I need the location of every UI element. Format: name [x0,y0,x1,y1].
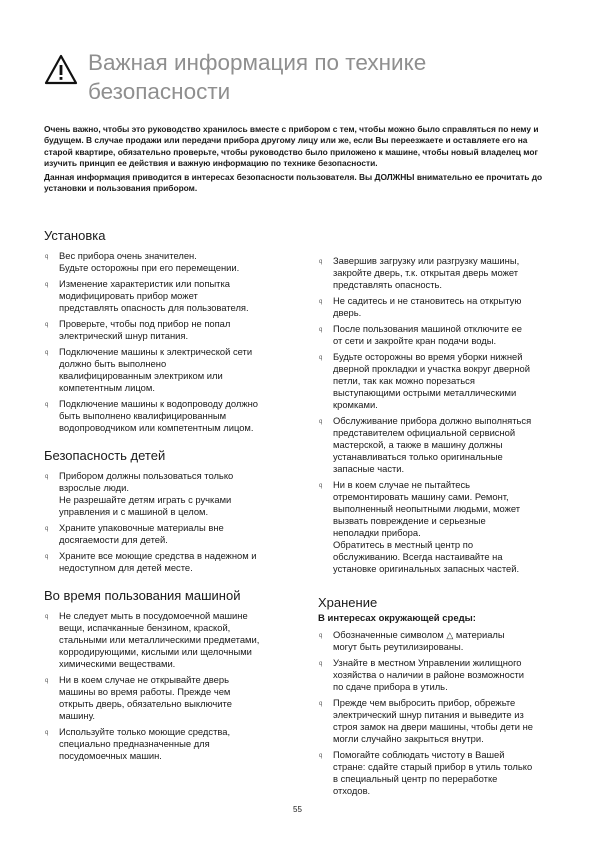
list-item-line: Обратитесь в местный центр по [333,539,474,550]
list-item-line: машины во время работы. Прежде чем [59,686,231,697]
usage-list [44,610,276,762]
list-item [44,398,276,434]
list-item [318,295,558,319]
list-item [44,726,276,762]
bullet-icon: q [319,327,323,333]
list-item-line: Храните упаковочные материалы вне [59,522,224,533]
list-item [44,610,276,670]
list-item [44,318,276,342]
warning-triangle-icon [44,54,78,86]
list-item-line: дверь. [333,307,362,318]
list-item [318,749,558,797]
title-line-1: Важная информация по технике [88,50,427,75]
list-item-line: компетентным лицом. [59,382,155,393]
usage-section [44,588,276,762]
list-item [318,255,558,291]
list-item-line: Подключение машины к водопроводу должно [59,398,259,409]
list-item-line: Проверьте, чтобы под прибор не попал [59,318,231,329]
list-item-line: Ни в коем случае не пытайтесь [333,479,471,490]
bullet-icon: q [319,259,323,265]
list-item-line: устанавливаться только оригинальные [333,451,503,462]
list-item-line: строя замок на двери машины, чтобы дети не [333,721,534,732]
left-column [44,228,276,776]
list-item-line: электрический шнур питания. [59,330,189,341]
list-item-line: открыть дверь, обязательно выключите [59,698,232,709]
list-item [318,697,558,745]
list-item-line: Изменение характеристик или попытка [59,278,230,289]
children-heading: Безопасность детей [44,448,166,463]
bullet-icon: q [319,753,323,759]
bullet-icon: q [319,483,323,489]
bullet-icon: q [319,633,323,639]
list-item-line: Завершив загрузку или разгрузку машины, [333,255,520,266]
list-item-line: запасные части. [333,463,405,474]
list-item-line: электрический шнур питания и выведите из [333,709,524,720]
list-item-line: Не разрешайте детям играть с ручками [59,494,232,505]
list-item-line: выступающими острыми металлическими [333,387,517,398]
bullet-icon: q [45,678,49,684]
list-item-line: кромками. [333,399,378,410]
intro-paragraph-1: Очень важно, чтобы это руководство хранилось вместе с прибором с тем, чтобы можно было справляться по нему и будущем. В случае продажи или передачи прибора другому лицу или же, если Вы переезжаете и оставляете его на старой квартире, обязательно проверьте, чтобы руководство было приложено к машине, чтобы новый владелец мог изучить принцип ее действия и важную информацию по технике безопасности. [44,124,539,169]
list-item-line: водопроводчиком или компетентным лицом. [59,422,254,433]
list-item [318,657,558,693]
list-item-line: представителем официальной сервисной [333,427,516,438]
list-item [44,522,276,546]
list-item-line: вызвать повреждение и серьезные [333,515,486,526]
list-item-line: управления и с машиной в целом. [59,506,209,517]
list-item-line: отходов. [333,785,371,796]
list-item [44,550,276,574]
list-item-line: Не садитесь и не становитесь на открытую [333,295,522,306]
list-item-line: стальными или металлическими предметами, [59,634,260,645]
list-item-line: должно быть выполнено [59,358,167,369]
storage-heading: Хранение [318,595,378,610]
list-item [318,351,558,411]
list-item [44,278,276,314]
list-item-line: стране: сдайте старый прибор в утиль только [333,761,533,772]
bullet-icon: q [45,526,49,532]
right-column [318,255,558,811]
list-item-line: Будьте осторожны при его перемещении. [59,262,240,273]
list-item-line: специально предназначенные для [59,738,210,749]
list-item-line: неполадки прибора. [333,527,421,538]
installation-list [44,250,276,434]
usage-continued-list [318,255,558,575]
list-item-line: от сети и закройте кран подачи воды. [333,335,497,346]
list-item-line: недоступном для детей месте. [59,562,193,573]
list-item-line: После пользования машиной отключите ее [333,323,522,334]
bullet-icon: q [45,322,49,328]
list-item-line: модифицировать прибор может [59,290,198,301]
list-item [318,629,558,653]
storage-list-rest [318,657,558,797]
bullet-icon: q [45,402,49,408]
storage-list [318,629,558,653]
list-item-line: взрослые люди. [59,482,129,493]
list-item-line: машину. [59,710,95,721]
list-item [44,250,276,274]
list-item-line: быть выполнено квалифицированным [59,410,227,421]
list-item-line: Подключение машины к электрической сети [59,346,253,357]
list-item-line: Ни в коем случае не открывайте дверь [59,674,229,685]
list-item-line [333,629,558,641]
usage-continued-section [318,255,558,575]
bullet-icon: q [45,350,49,356]
list-item-line: Прежде чем выбросить прибор, обрежьте [333,697,516,708]
list-item-line: дверной прокладки и участка вокруг дверной [333,363,530,374]
list-item-line: корродирующими, кислыми или щелочными [59,646,252,657]
list-item-line: Узнайте в местном Управлении жилищного [333,657,522,668]
bullet-icon: q [319,419,323,425]
list-item-line: представлять опасность. [333,279,443,290]
installation-heading: Установка [44,228,106,243]
list-item-line: по сдаче прибора в утиль. [333,681,448,692]
list-item [44,470,276,518]
list-item-line: Не следует мыть в посудомоечной машине [59,610,248,621]
list-item-line: представлять опасность для пользователя. [59,302,249,313]
list-item [44,674,276,722]
list-item-line: вещи, испачканные бензином, краской, [59,622,231,633]
bullet-icon: q [45,614,49,620]
storage-subheading: В интересах окружающей среды: [318,613,476,624]
bullet-icon: q [45,282,49,288]
bullet-icon: q [45,730,49,736]
list-item-line: Храните все моющие средства в надежном и [59,550,257,561]
bullet-icon: q [319,355,323,361]
bullet-icon: q [319,661,323,667]
intro-paragraph-2: Данная информация приводится в интересах безопасности пользователя. Вы ДОЛЖНЫ внимательно ее прочитать до установки и пользования прибором. [44,171,543,194]
list-item-line: в специальный центр по переработке [333,773,498,784]
recycle-text-after: материалы [455,629,505,640]
bullet-icon: q [319,299,323,305]
list-item [318,415,558,475]
list-item-line: Используйте только моющие средства, [59,726,231,737]
intro-text [44,124,554,196]
list-item-line: могли случайно закрыться внутри. [333,733,484,744]
usage-heading: Во время пользования машиной [44,588,241,603]
children-list [44,470,276,574]
storage-section [318,595,558,797]
list-item-line: досягаемости для детей. [59,534,168,545]
recycle-symbol-icon: △ [446,630,454,640]
page-title [88,48,558,106]
list-item-line: хозяйства о наличии в районе возможности [333,669,525,680]
list-item [318,479,558,575]
list-item-line: выполненный неопытными людьми, может [333,503,521,514]
installation-section [44,228,276,434]
list-item-line: закройте дверь, т.к. открытая дверь может [333,267,519,278]
recycle-text-before: Обозначенные символом [333,629,444,640]
list-item-line: мастерской, а также в машину должны [333,439,503,450]
bullet-icon: q [45,474,49,480]
list-item-line: Обслуживание прибора должно выполняться [333,415,532,426]
children-section [44,448,276,574]
list-item-line: установке оригинальных запасных частей. [333,563,520,574]
list-item-line: Вес прибора очень значителен. [59,250,197,261]
list-item-line: квалифицированным электриком или [59,370,223,381]
page-number: 55 [293,805,302,814]
list-item-line: Помогайте соблюдать чистоту в Вашей [333,749,505,760]
bullet-icon: q [45,254,49,260]
title-line-2: безопасности [88,79,231,104]
list-item-line: химическими веществами. [59,658,176,669]
list-item-line: Будьте осторожны во время уборки нижней [333,351,523,362]
list-item-line: Прибором должны пользоваться только [59,470,234,481]
list-item-line: петли, так как можно порезаться [333,375,475,386]
bullet-icon: q [319,701,323,707]
list-item [44,346,276,394]
bullet-icon: q [45,554,49,560]
list-item-line: посудомоечных машин. [59,750,162,761]
list-item [318,323,558,347]
list-item-line: обслуживанию. Всегда настаивайте на [333,551,503,562]
list-item-line: отремонтировать машину сами. Ремонт, [333,491,509,502]
list-item-line: могут быть реутилизированы. [333,641,464,652]
